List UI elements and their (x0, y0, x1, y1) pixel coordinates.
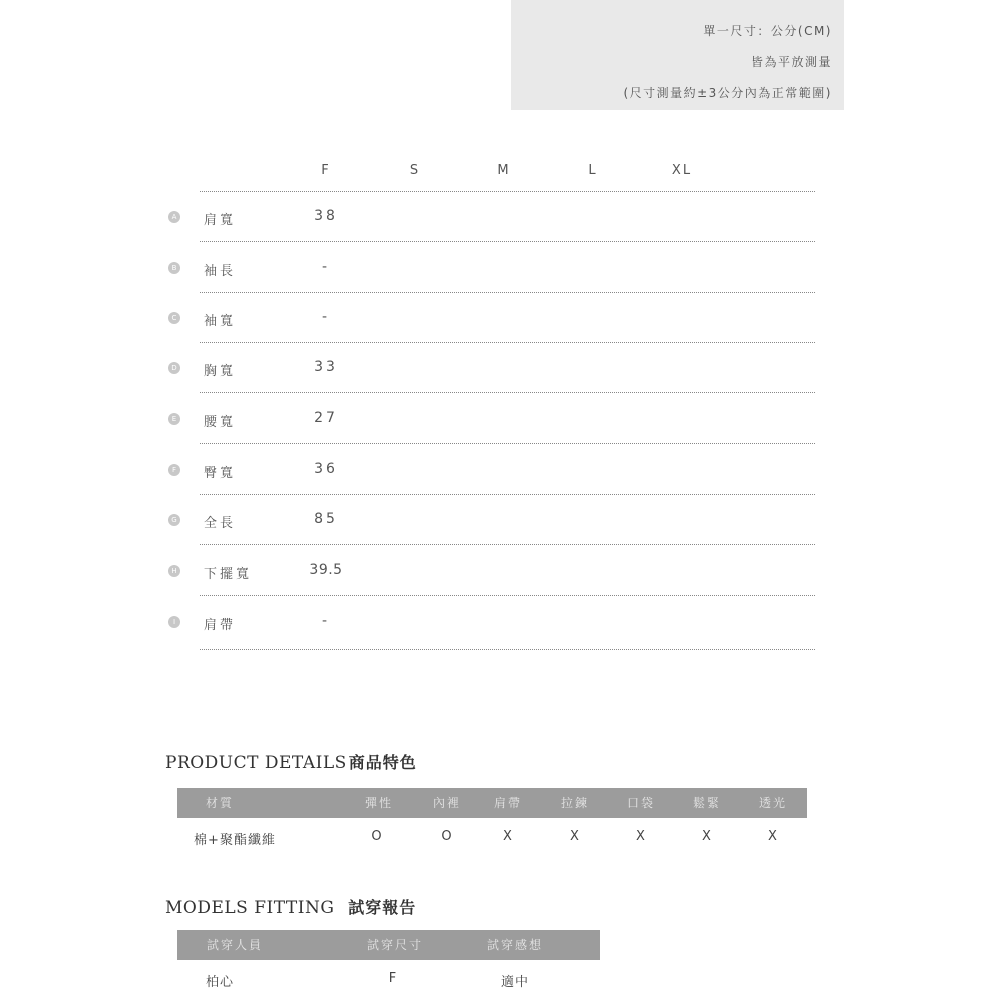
row-value-f: - (321, 259, 331, 275)
row-value-f: 38 (314, 208, 338, 224)
value-pocket: X (636, 829, 646, 844)
value-sheerness: X (768, 829, 778, 844)
size-row-length (171, 494, 815, 545)
value-strap: X (503, 829, 513, 844)
row-label: 肩寬 (204, 213, 237, 228)
letter-circle-icon: E (168, 413, 180, 425)
value-fit-feeling: 適中 (500, 975, 530, 990)
row-value-f: 39.5 (309, 562, 343, 578)
value-model: 柏心 (205, 975, 235, 990)
row-label: 袖寬 (204, 314, 237, 329)
product-details-header (177, 788, 807, 818)
header-lining: 內裡 (432, 796, 462, 810)
row-value-f: 36 (314, 461, 338, 477)
letter-circle-icon: G (168, 514, 180, 526)
letter-circle-icon: C (168, 312, 180, 324)
models-fitting-title-cn: 試穿報告 (348, 898, 417, 917)
header-sheerness: 透光 (758, 796, 788, 810)
value-elastic: X (702, 829, 712, 844)
value-elasticity: O (371, 829, 383, 844)
letter-circle-icon: D (168, 362, 180, 374)
size-row-sleeve-length (171, 242, 815, 293)
size-row-sleeve-width (171, 292, 815, 343)
product-details-title-cn: 商品特色 (348, 753, 417, 772)
size-row-waist (171, 393, 815, 444)
letter-circle-icon: I (168, 616, 180, 628)
letter-circle-icon: H (168, 565, 180, 577)
value-zipper: X (570, 829, 580, 844)
note-unit: 單一尺寸：公分(CM) (703, 24, 832, 38)
row-label: 肩帶 (204, 618, 237, 633)
row-label: 下擺寬 (204, 567, 253, 582)
row-label: 臀寬 (204, 466, 237, 481)
row-label: 胸寬 (204, 364, 237, 379)
value-fit-size: F (388, 971, 398, 986)
size-row-shoulder (171, 191, 815, 242)
size-row-hip (171, 444, 815, 495)
note-method: 皆為平放測量 (750, 55, 832, 69)
header-pocket: 口袋 (626, 796, 656, 810)
models-fitting-title (165, 895, 416, 918)
size-row-strap (172, 596, 815, 650)
row-value-f: 27 (314, 410, 338, 426)
letter-circle-icon: B (168, 262, 180, 274)
header-fit-size: 試穿尺寸 (366, 938, 424, 952)
size-row-chest (171, 342, 815, 393)
size-col-l: L (588, 163, 598, 178)
size-col-s: S (409, 163, 421, 178)
row-value-f: - (321, 613, 331, 629)
header-fit-feeling: 試穿感想 (486, 938, 544, 952)
row-label: 全長 (204, 516, 237, 531)
row-value-f: - (321, 309, 331, 325)
header-model: 試穿人員 (206, 938, 264, 952)
size-table-header (200, 155, 815, 192)
row-label: 袖長 (204, 264, 237, 279)
header-material: 材質 (205, 796, 235, 810)
size-row-hem (171, 545, 815, 596)
header-zipper: 拉鍊 (560, 796, 590, 810)
row-label: 腰寬 (204, 415, 237, 430)
size-col-m: M (497, 163, 511, 178)
header-elastic: 鬆緊 (692, 796, 722, 810)
note-tolerance: (尺寸測量約±3公分內為正常範圍) (623, 86, 832, 100)
header-strap: 肩帶 (493, 796, 523, 810)
models-fitting-title-en: MODELS FITTING (165, 898, 335, 918)
header-elasticity: 彈性 (364, 796, 394, 810)
row-value-f: 33 (314, 359, 338, 375)
models-fitting-header (177, 930, 600, 960)
value-material: 棉+聚酯纖維 (194, 833, 276, 848)
product-details-title (165, 750, 417, 773)
measurement-note (511, 0, 844, 110)
letter-circle-icon: A (168, 211, 180, 223)
size-col-f: F (321, 163, 331, 178)
value-lining: O (441, 829, 453, 844)
row-value-f: 85 (314, 511, 338, 527)
letter-circle-icon: F (168, 464, 180, 476)
product-details-title-en: PRODUCT DETAILS (165, 753, 347, 773)
size-col-xl: XL (671, 163, 693, 178)
